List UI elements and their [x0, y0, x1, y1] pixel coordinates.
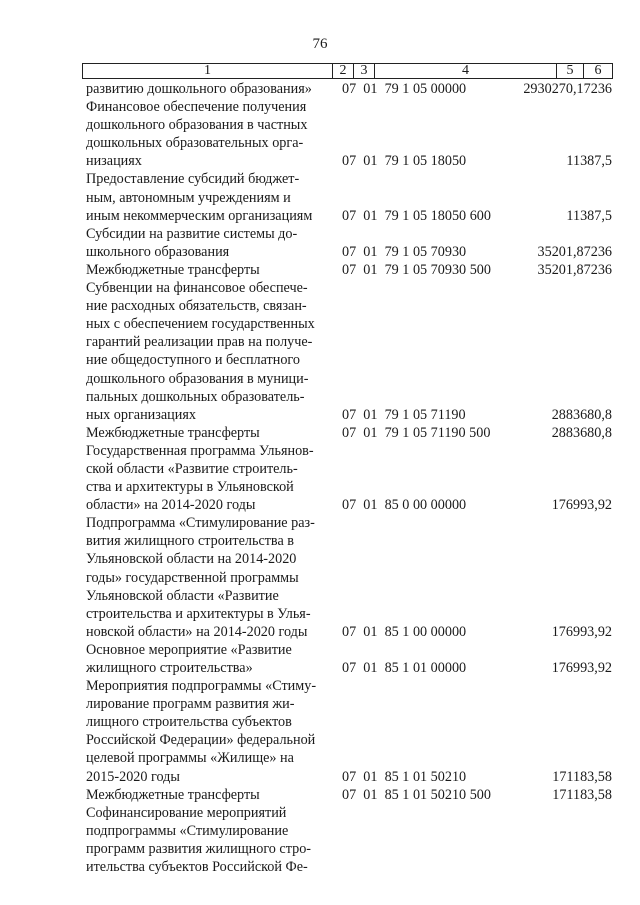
row-classification-code: 07 01 79 1 05 70930 500 — [342, 261, 491, 278]
table-row — [0, 225, 640, 261]
table-row — [0, 98, 640, 170]
table-row — [0, 261, 640, 279]
row-description: Основное мероприятие «Развитие жилищного строительства» — [86, 641, 292, 676]
table-row — [0, 424, 640, 442]
table-row — [0, 514, 640, 641]
row-description: Софинансирование мероприятий подпрограммы «Стимулирование программ развития жилищного стро- ительства субъектов Российской Фе- — [86, 804, 312, 876]
row-classification-code: 07 01 79 1 05 70930 — [342, 243, 467, 260]
header-col-4: 4 — [375, 64, 557, 78]
row-amount: 2883680,8 — [551, 406, 612, 423]
table-header — [82, 63, 613, 79]
row-description: Субсидии на развитие системы до- школьного образования — [86, 225, 298, 260]
table-row — [0, 442, 640, 514]
row-description: Межбюджетные трансферты — [86, 786, 260, 803]
header-col-6: 6 — [594, 63, 602, 78]
table-row — [0, 804, 640, 876]
row-classification-code: 07 01 85 1 01 00000 — [342, 660, 467, 676]
row-amount: 35201,87236 — [537, 261, 612, 278]
header-col-5: 5 — [557, 64, 584, 78]
table-row — [0, 786, 640, 804]
row-classification-code: 07 01 85 1 01 50210 500 — [342, 786, 491, 803]
row-amount: 176993,92 — [551, 660, 612, 676]
row-classification-code: 07 01 79 1 05 71190 500 — [342, 424, 491, 441]
row-amount: 2930270,17236 — [523, 81, 612, 97]
row-description: Межбюджетные трансферты — [86, 424, 260, 441]
table-row — [0, 170, 640, 224]
row-classification-code: 07 01 85 0 00 00000 — [342, 497, 467, 514]
row-description: Предоставление субсидий бюджет- ным, автономным учреждениям и иным некоммерческим организациям — [86, 171, 313, 224]
row-amount: 171183,58 — [552, 786, 612, 803]
row-amount: 11387,5 — [566, 153, 612, 170]
row-amount: 176993,92 — [551, 623, 612, 640]
row-description: Межбюджетные трансферты — [86, 261, 260, 278]
row-description: Субвенции на финансовое обеспече- ние расходных обязательств, связан- ных с обеспечением государственных гарантий реализации прав на получе- ние общедоступного и бесплатного дошкольного образования в муници- пальных дошкольных образователь- ных организациях — [86, 280, 315, 423]
row-amount: 35201,87236 — [537, 243, 612, 260]
table-row — [0, 279, 640, 424]
row-description: Подпрограмма «Стимулирование раз- вития жилищного строительства в Ульяновской области на 2014-2020 годы» государственной программы Ульяновской области «Развитие строительства и архитектуры в Улья- новской области» на 2014-2020 годы — [86, 515, 315, 640]
header-col-3: 3 — [354, 64, 375, 78]
row-description: Государственная программа Ульянов- ской области «Развитие строитель- ства и архитектуры в Ульяновской области» на 2014-2020 годы — [86, 442, 314, 514]
row-classification-code: 07 01 85 1 01 50210 — [342, 768, 467, 785]
row-classification-code: 07 01 79 1 05 71190 — [342, 406, 466, 423]
row-classification-code: 07 01 79 1 05 18050 600 — [342, 207, 491, 224]
header-col-1: 1 — [83, 64, 333, 78]
row-classification-code: 07 01 79 1 05 00000 — [342, 81, 467, 97]
row-amount: 2883680,8 — [551, 424, 612, 441]
table-row — [0, 677, 640, 786]
row-description: Финансовое обеспечение получения дошкольного образования в частных дошкольных образовательных орга- низациях — [86, 99, 308, 170]
table-row — [0, 641, 640, 677]
row-amount: 171183,58 — [552, 768, 612, 785]
table-row — [0, 80, 640, 98]
budget-table-body — [0, 80, 640, 876]
header-col-2: 2 — [333, 64, 354, 78]
row-classification-code: 07 01 79 1 05 18050 — [342, 153, 467, 170]
row-amount: 11387,5 — [566, 207, 612, 224]
row-amount: 176993,92 — [551, 497, 612, 514]
row-description: развитию дошкольного образования» — [86, 81, 312, 97]
row-description: Мероприятия подпрограммы «Стиму- лирование программ развития жи- лищного строительства субъектов Российской Федерации» федеральной целевой программы «Жилище» на 2015-2020 годы — [86, 678, 317, 785]
page-number: 76 — [312, 36, 328, 52]
row-classification-code: 07 01 85 1 00 00000 — [342, 623, 467, 640]
